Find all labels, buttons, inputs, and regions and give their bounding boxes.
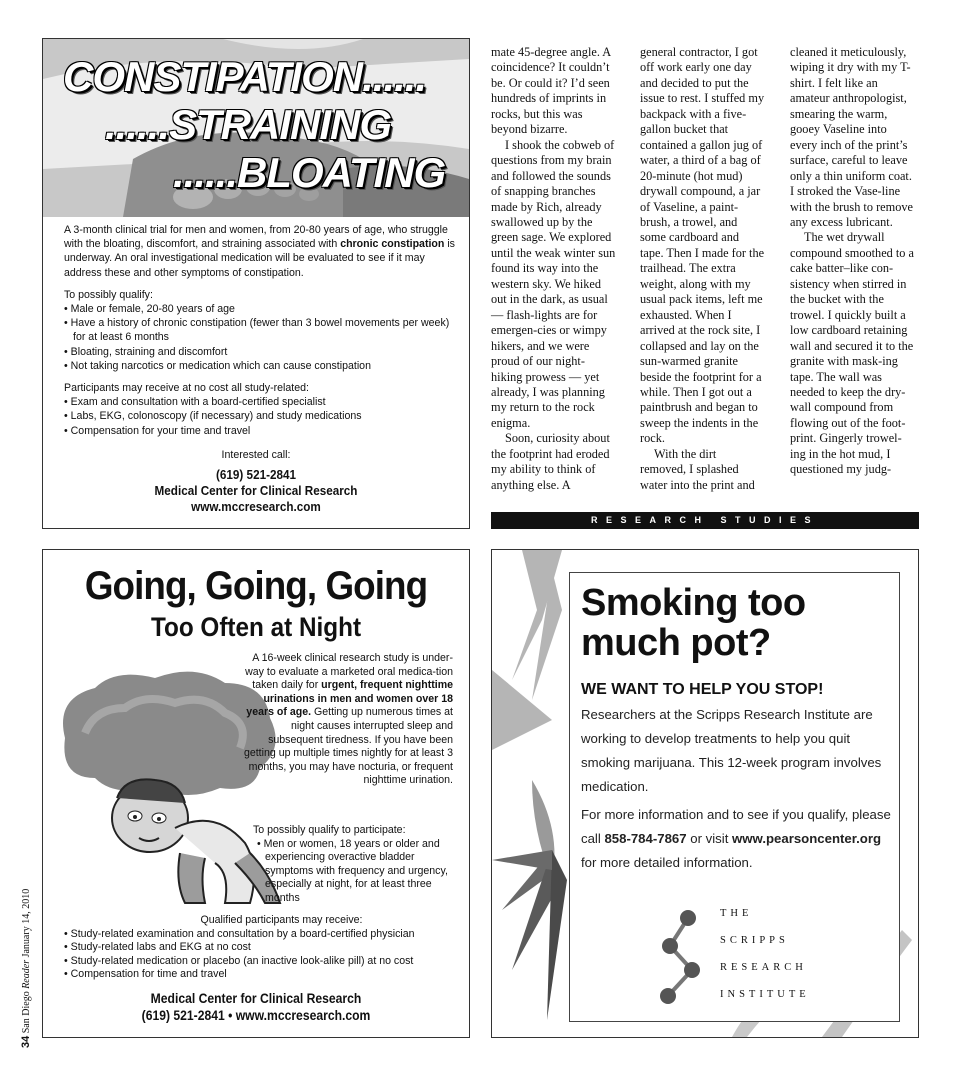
nocturia-study-ad bbox=[42, 549, 470, 1038]
call-label: Interested call: bbox=[221, 449, 291, 461]
logo-word: RESEARCH bbox=[720, 962, 807, 973]
list-item: • Study-related medication or placebo (an inactive look-alike pill) at no cost bbox=[64, 955, 459, 969]
nocturia-contact bbox=[64, 990, 447, 1024]
phone-number[interactable]: (619) 521-2841 bbox=[215, 467, 297, 482]
org-name: Medical Center for Clinical Research bbox=[154, 483, 358, 498]
page-number: 34 bbox=[20, 1035, 32, 1048]
paragraph: cleaned it meticulously, wiping it dry with my T-shirt. I felt like an amateur anthropologist, smearing the warm, gooey Vaseline into every inch of the print’s surface, careful to leave only a thin uniform coat. I stroked the Vase-line with the brush to remove any excess lubricant. bbox=[790, 45, 913, 229]
ad-subhead: WE WANT TO HELP YOU STOP! bbox=[581, 681, 824, 698]
paragraph: The wet drywall compound smoothed to a cake batter–like con-sistency when stirred in the bucket with the trowel. I quickly built a low cardboard retaining wall and secured it to the granite with mask-ing tape. The wall was needed to keep the dry-wall compound from flowing out of the foot-print. Gingerly trowel-ing in the hot mud, I questioned my judg- bbox=[790, 230, 914, 477]
receive-title: Participants may receive at no cost all study-related: bbox=[64, 382, 309, 395]
headline-constipation: CONSTIPATION...... bbox=[63, 53, 427, 100]
paragraph: With the dirt removed, I splashed water into the print and bbox=[640, 446, 755, 492]
list-item: • Men or women, 18 years or older and experiencing overactive bladder symptoms with frequency and urgency, especially at night, for at least three months bbox=[253, 838, 453, 906]
nocturia-qualify bbox=[253, 824, 453, 906]
nocturia-intro: A 16-week clinical research study is under-way to evaluate a marketed oral medica-tion taken daily for urgent, frequent nighttime urinations in men and women over 18 years of age. Getting up numerous times at night causes interrupted sleep and subsequent tiredness. If you have been getting up multiple times nightly for at least 3 months, you may have nocturia, or frequent nighttime urination. bbox=[243, 652, 453, 787]
pot-ad-panel bbox=[569, 572, 900, 1022]
page-folio: 34 San Diego Reader January 14, 2010 bbox=[20, 888, 32, 1048]
ad-contact-paragraph: For more information and to see if you qualify, please call 858-784-7867 or visit www.pearsoncenter.org for more detailed information. bbox=[581, 807, 891, 870]
ad-headline: Smoking too much pot? bbox=[581, 582, 806, 664]
list-item: • Compensation for time and travel bbox=[64, 968, 459, 982]
website-link[interactable]: www.pearsoncenter.org bbox=[732, 831, 882, 846]
qualify-title: To possibly qualify: bbox=[64, 288, 153, 301]
org-name: Medical Center for Clinical Research bbox=[150, 991, 362, 1006]
paragraph: mate 45-degree angle. A coincidence? It couldn’t be. Or could it? I’d seen hundreds of imprints in rocks, but this was beyond bizarre. bbox=[491, 45, 611, 137]
list-item: • Bloating, straining and discomfort bbox=[64, 345, 456, 359]
qualify-title: To possibly qualify to participate: bbox=[253, 824, 406, 836]
ad-title: Going, Going, Going bbox=[84, 564, 428, 608]
list-item: • Not taking narcotics or medication which can cause constipation bbox=[64, 359, 456, 373]
nocturia-receive bbox=[64, 914, 459, 982]
paragraph: I shook the cobweb of questions from my brain and followed the sounds of snapping branches made by Rich, already swallowed up by the green sage. We explored until the weak winter sun found its way into the western sky. We hiked out in the dark, as usual — flash-lights are for emergen-cies or wimpy hikers, and we were proud of our night-hiking prowess — yet already, I was planning my return to the rock enigma. bbox=[491, 137, 616, 430]
list-item: • Have a history of chronic constipation (fewer than 3 bowel movements per week) for at least 6 months bbox=[64, 316, 456, 344]
section-header-research-studies: RESEARCH STUDIES bbox=[491, 512, 919, 529]
headline-bloating: ......BLOATING bbox=[173, 149, 446, 196]
feet-on-towel-photo bbox=[43, 39, 469, 217]
scripps-molecule-logo-icon bbox=[656, 908, 716, 1008]
article-column-3 bbox=[790, 45, 915, 478]
receive-title: Qualified participants may receive: bbox=[200, 914, 363, 926]
article-column-2 bbox=[640, 45, 765, 493]
qualify-list bbox=[64, 302, 456, 373]
logo-word: SCRIPPS bbox=[720, 935, 789, 946]
phone-number[interactable]: 858-784-7867 bbox=[604, 831, 687, 846]
list-item: • Study-related labs and EKG at no cost bbox=[64, 941, 459, 955]
paragraph: general contractor, I got off work early one day and decided to put the issue to rest. I stuffed my backpack with a five-gallon bucket that contained a gallon jug of water, a third of a bag of 20-minute (hot mud) drywall compound, a jar of Vaseline, a paint-brush, a trowel, and some cardboard and tape. Then I made for the trailhead. The extra weight, along with my usual pack items, left me exhausted. When I arrived at the rock site, I collapsed and lay on the sun-warmed granite beside the footprint for a while. Then I got out a paintbrush and began to sweep the indents in the rock. bbox=[640, 45, 765, 446]
qualify-list bbox=[253, 838, 453, 906]
receive-list bbox=[64, 395, 456, 438]
website-link[interactable]: www.mccresearch.com bbox=[191, 499, 321, 514]
list-item: • Male or female, 20-80 years of age bbox=[64, 302, 456, 316]
list-item: • Exam and consultation with a board-certified specialist bbox=[64, 395, 456, 409]
headline-straining: ......STRAINING bbox=[105, 101, 392, 148]
list-item: • Labs, EKG, colonoscopy (if necessary) and study medications bbox=[64, 409, 456, 423]
list-item: • Compensation for your time and travel bbox=[64, 424, 456, 438]
article-column-1 bbox=[491, 45, 616, 493]
ad-subtitle: Too Often at Night bbox=[150, 612, 362, 642]
ad-paragraph: Researchers at the Scripps Research Institute are working to develop treatments to help you quit smoking marijuana. This 12-week program involves medication. bbox=[581, 707, 882, 794]
constipation-study-ad bbox=[42, 38, 470, 529]
paragraph: Soon, curiosity about the footprint had eroded my ability to think of anything else. A bbox=[491, 431, 610, 492]
constipation-ad-body bbox=[64, 223, 456, 446]
receive-list bbox=[64, 928, 459, 982]
marijuana-study-ad bbox=[491, 549, 919, 1038]
constipation-intro: A 3-month clinical trial for men and women, from 20-80 years of age, who struggle with the bloating, discomfort, and straining associated with chronic constipation is underway. An oral investigational medication will be evaluated to see if it may address these and other symptoms of constipation. bbox=[64, 224, 455, 279]
constipation-contact bbox=[43, 449, 469, 515]
logo-word: INSTITUTE bbox=[720, 989, 810, 1000]
logo-word: THE bbox=[720, 908, 753, 919]
phone-and-website[interactable]: (619) 521-2841 • www.mccresearch.com bbox=[141, 1008, 371, 1023]
list-item: • Study-related examination and consultation by a board-certified physician bbox=[64, 928, 459, 942]
